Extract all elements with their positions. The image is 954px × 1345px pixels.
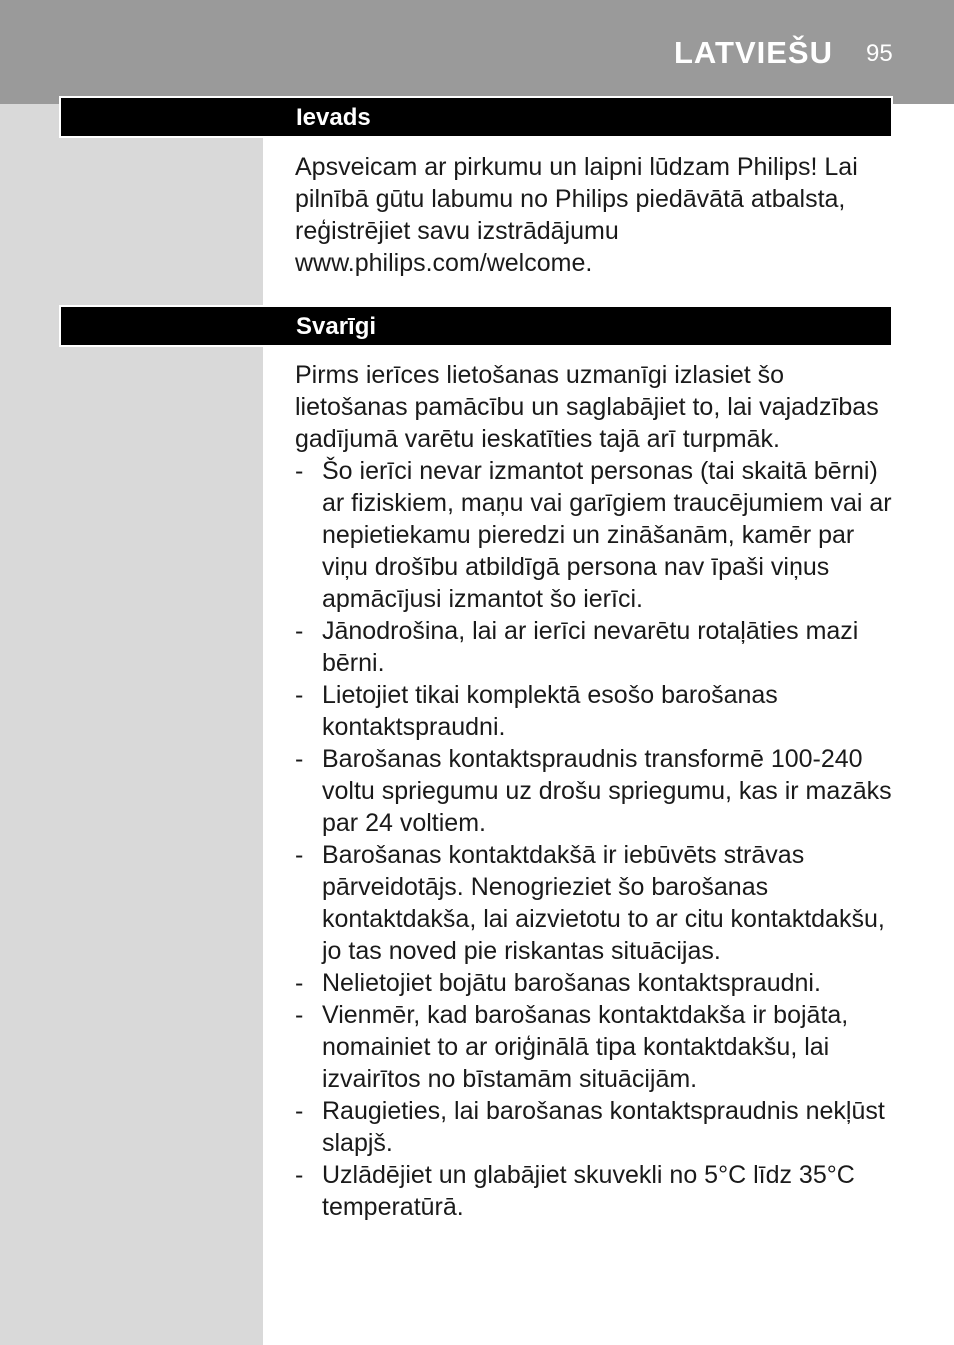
list-item (295, 1159, 895, 1223)
list-item (295, 839, 895, 967)
list-item-text: Jānodrošina, lai ar ierīci nevarētu rotaļāties mazi bērni. (322, 617, 859, 677)
list-item-text: Šo ierīci nevar izmantot personas (tai skaitā bērni) ar fiziskiem, maņu vai garīgiem traucējumiem vai ar nepietiekamu pieredzi un zināšanām, kamēr par viņu drošību atbildīgā persona nav īpaši viņus apmācījusi izmantot šo ierīci. (322, 457, 892, 613)
list-item-text: Lietojiet tikai komplektā esošo barošanas kontaktspraudni. (322, 681, 778, 741)
list-item (295, 999, 895, 1095)
list-item (295, 743, 895, 839)
intro-paragraph: Apsveicam ar pirkumu un laipni lūdzam Philips! Lai pilnībā gūtu labumu no Philips piedāvātā atbalsta, reģistrējiet savu izstrādājumu www.philips.com/welcome. (295, 153, 858, 277)
dash-marker: - (295, 681, 304, 709)
list-item-text: Nelietojiet bojātu barošanas kontaktspraudni. (322, 969, 821, 997)
section-bar-svarigi (59, 305, 893, 347)
list-item-text: Barošanas kontaktdakšā ir iebūvēts strāvas pārveidotājs. Nenogrieziet šo barošanas kontaktdakša, lai aizvietotu to ar citu kontaktdakšu, jo tas noved pie riskantas situācijas. (322, 841, 885, 965)
section-title-ievads: Ievads (296, 104, 371, 131)
list-item (295, 455, 895, 615)
dash-marker: - (295, 617, 304, 645)
list-item (295, 967, 895, 999)
safety-text-block (295, 359, 895, 1223)
language-heading: LATVIEŠU (674, 35, 833, 70)
list-item-text: Vienmēr, kad barošanas kontaktdakša ir bojāta, nomainiet to ar oriģinālā tipa kontaktdakšu, lai izvairītos no bīstamām situācijām. (322, 1001, 849, 1093)
page-number: 95 (866, 40, 893, 67)
dash-marker: - (295, 745, 304, 773)
dash-marker: - (295, 1001, 304, 1029)
list-item-text: Raugieties, lai barošanas kontaktspraudnis nekļūst slapjš. (322, 1097, 885, 1157)
section-title-svarigi: Svarīgi (296, 313, 377, 340)
section-bar-ievads (59, 96, 893, 138)
dash-marker: - (295, 841, 304, 869)
list-item-text: Barošanas kontaktspraudnis transformē 100-240 voltu spriegumu uz drošu spriegumu, kas ir mazāks par 24 voltiem. (322, 745, 892, 837)
dash-marker: - (295, 969, 304, 997)
left-margin-column (0, 104, 263, 1345)
dash-marker: - (295, 1161, 304, 1189)
dash-marker: - (295, 457, 304, 485)
list-item (295, 679, 895, 743)
safety-intro-paragraph: Pirms ierīces lietošanas uzmanīgi izlasiet šo lietošanas pamācību un saglabājiet to, lai vajadzības gadījumā varētu ieskatīties tajā arī turpmāk. (295, 361, 879, 453)
safety-list (295, 455, 895, 1223)
list-item (295, 615, 895, 679)
dash-marker: - (295, 1097, 304, 1125)
list-item-text: Uzlādējiet un glabājiet skuvekli no 5°C līdz 35°C temperatūrā. (322, 1161, 855, 1221)
intro-text-block (295, 151, 895, 279)
list-item (295, 1095, 895, 1159)
